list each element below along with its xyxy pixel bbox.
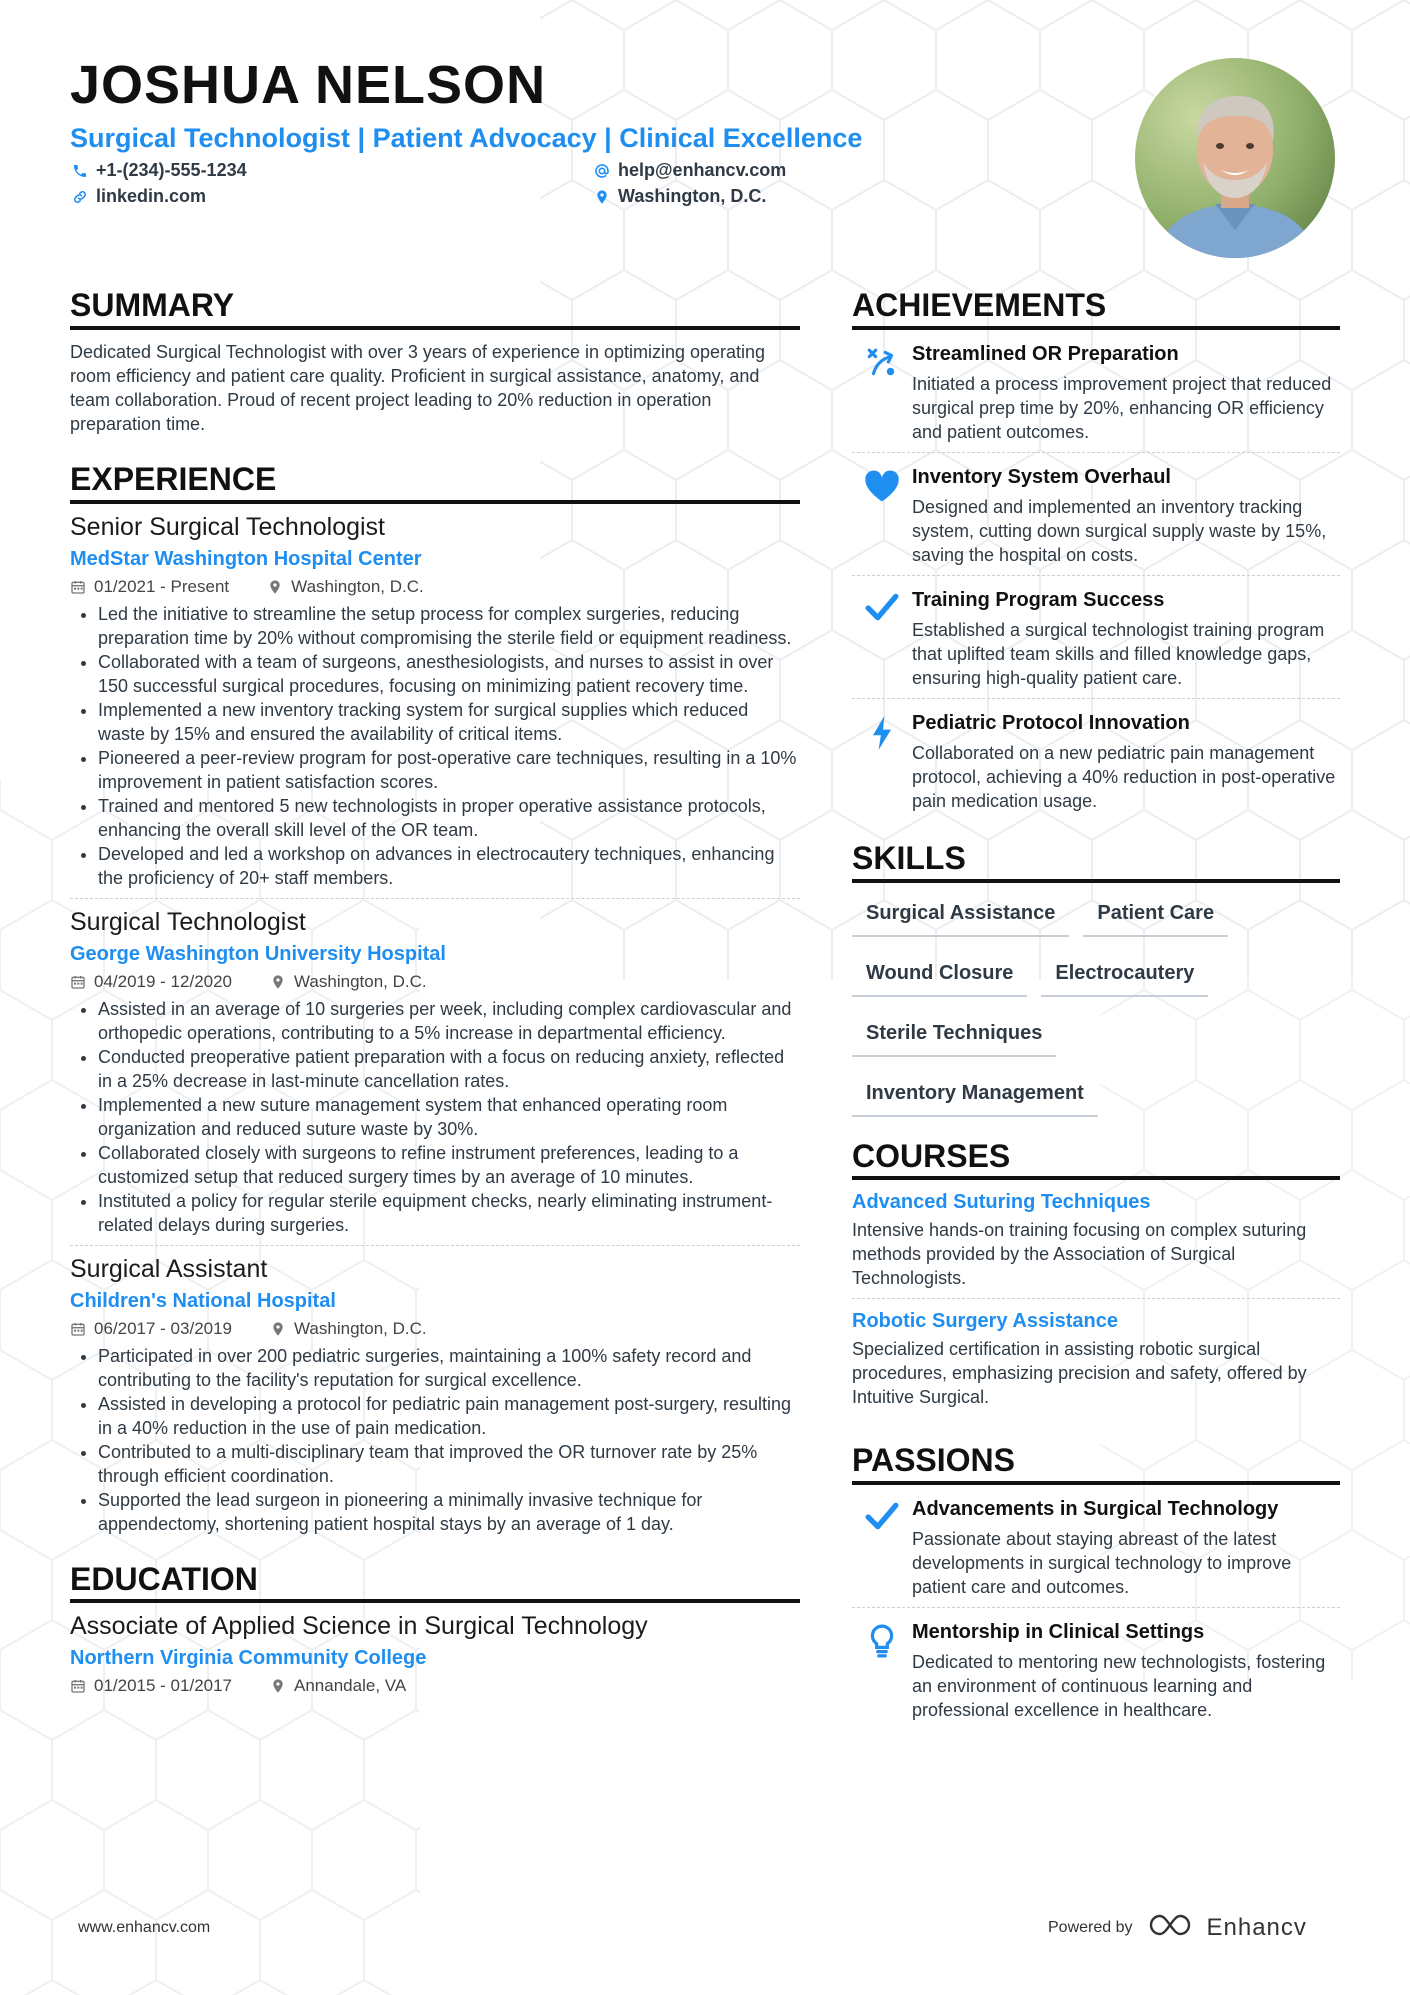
passion-item bbox=[852, 1485, 1340, 1607]
bullet-item: • Implemented a new suture management system that enhanced operating room organization and reduced suture waste by 30%. bbox=[98, 1093, 800, 1141]
phone-icon bbox=[72, 163, 88, 179]
achievement-item bbox=[852, 452, 1340, 575]
education-meta bbox=[70, 1673, 800, 1699]
job-title: Surgical Assistant bbox=[70, 1254, 268, 1283]
contact-email[interactable] bbox=[594, 160, 786, 181]
location-pin-icon bbox=[270, 1678, 286, 1694]
bullet-item: • Developed and led a workshop on advances in electrocautery techniques, enhancing the proficiency of 20+ staff members. bbox=[98, 842, 800, 890]
strategy-icon bbox=[852, 340, 912, 444]
skill-tag: Sterile Techniques bbox=[852, 1011, 1056, 1057]
company-name: MedStar Washington Hospital Center bbox=[70, 547, 422, 570]
powered-by-text: Powered by bbox=[1048, 1918, 1133, 1936]
location-pin-icon bbox=[270, 974, 286, 990]
job-meta bbox=[70, 574, 800, 600]
calendar-icon bbox=[70, 1678, 86, 1694]
job-bullets bbox=[70, 997, 800, 1237]
achievement-description: Initiated a process improvement project that reduced surgical prep time by 20%, enhancing OR efficiency and patient outcomes. bbox=[912, 373, 1332, 442]
experience-entry bbox=[70, 898, 800, 1237]
skill-tag: Patient Care bbox=[1083, 891, 1228, 937]
bullet-item: • Collaborated with a team of surgeons, anesthesiologists, and nurses to assist in over 150 successful surgical procedures, focusing on minimizing patient recovery time. bbox=[98, 650, 800, 698]
bullet-item: • Conducted preoperative patient preparation with a focus on reducing anxiety, reflected in a 25% decrease in last-minute cancellation rates. bbox=[98, 1045, 800, 1093]
lightbulb-icon bbox=[852, 1618, 912, 1722]
degree-title: Associate of Applied Science in Surgical Technology bbox=[70, 1612, 648, 1641]
check-icon bbox=[852, 586, 912, 690]
achievements-heading: ACHIEVEMENTS bbox=[852, 288, 1340, 330]
job-meta bbox=[70, 1316, 800, 1342]
course-description: Intensive hands-on training focusing on complex suturing methods provided by the Association of Surgical Technologists. bbox=[852, 1220, 1307, 1289]
footer-website[interactable]: www.enhancv.com bbox=[78, 1919, 211, 1936]
achievement-item bbox=[852, 575, 1340, 698]
passion-item bbox=[852, 1607, 1340, 1730]
achievement-description: Established a surgical technologist training program that uplifted team skills and filled knowledge gaps, ensuring high-quality patient care. bbox=[912, 619, 1325, 688]
skills-list bbox=[852, 883, 1340, 1131]
course-description: Specialized certification in assisting robotic surgical procedures, emphasizing precision and safety, offered by Intuitive Surgical. bbox=[852, 1339, 1307, 1408]
job-dates: 06/2017 - 03/2019 bbox=[94, 1318, 233, 1338]
company-name: Children's National Hospital bbox=[70, 1289, 336, 1312]
job-dates: 04/2019 - 12/2020 bbox=[94, 971, 233, 991]
profile-photo bbox=[1135, 58, 1335, 258]
location-pin-icon bbox=[270, 1321, 286, 1337]
bullet-item: • Led the initiative to streamline the setup process for complex surgeries, reducing preparation time by 20% without compromising the sterile field or equipment readiness. bbox=[98, 602, 800, 650]
summary-heading: SUMMARY bbox=[70, 288, 800, 330]
left-column bbox=[70, 288, 800, 1699]
enhancv-logo-icon bbox=[1147, 1912, 1193, 1943]
phone-text: +1-(234)-555-1234 bbox=[96, 160, 247, 180]
experience-entry bbox=[70, 504, 800, 890]
job-dates: 01/2021 - Present bbox=[94, 576, 230, 596]
education-dates: 01/2015 - 01/2017 bbox=[94, 1676, 233, 1696]
achievement-description: Designed and implemented an inventory tracking system, cutting down surgical supply waste by 15%, saving the hospital on costs. bbox=[912, 496, 1327, 565]
education-location: Annandale, VA bbox=[294, 1676, 407, 1696]
job-title: Surgical Technologist bbox=[70, 907, 306, 936]
bullet-item: • Instituted a policy for regular sterile equipment checks, nearly eliminating instrument-related delays during surgeries. bbox=[98, 1189, 800, 1237]
bullet-item: • Supported the lead surgeon in pioneering a minimally invasive technique for appendectomy, shortening patient hospital stays by an average of 1 day. bbox=[98, 1488, 800, 1536]
course-title: Advanced Suturing Techniques bbox=[852, 1191, 1151, 1214]
bullet-item: • Contributed to a multi-disciplinary team that improved the OR turnover rate by 25% through efficient coordination. bbox=[98, 1440, 800, 1488]
job-meta bbox=[70, 969, 800, 995]
company-name: George Washington University Hospital bbox=[70, 942, 446, 965]
course-item bbox=[852, 1298, 1340, 1417]
at-icon bbox=[594, 163, 610, 179]
job-location: Washington, D.C. bbox=[294, 971, 427, 991]
education-heading: EDUCATION bbox=[70, 1562, 800, 1604]
course-item bbox=[852, 1180, 1340, 1298]
bullet-item: • Pioneered a peer-review program for post-operative care techniques, resulting in a 10% improvement in patient satisfaction scores. bbox=[98, 746, 800, 794]
courses-heading: COURSES bbox=[852, 1139, 1340, 1181]
candidate-name: JOSHUA NELSON bbox=[70, 55, 547, 115]
email-text: help@enhancv.com bbox=[618, 160, 787, 180]
experience-heading: EXPERIENCE bbox=[70, 462, 800, 504]
skill-tag: Wound Closure bbox=[852, 951, 1027, 997]
job-bullets bbox=[70, 1344, 800, 1536]
achievement-title: Pediatric Protocol Innovation bbox=[912, 711, 1190, 734]
job-location: Washington, D.C. bbox=[294, 1318, 427, 1338]
location-text: Washington, D.C. bbox=[618, 186, 767, 206]
skill-tag: Surgical Assistance bbox=[852, 891, 1069, 937]
skill-tag: Inventory Management bbox=[852, 1071, 1098, 1117]
location-pin-icon bbox=[594, 189, 610, 205]
course-title: Robotic Surgery Assistance bbox=[852, 1310, 1119, 1333]
achievement-title: Inventory System Overhaul bbox=[912, 465, 1171, 488]
school-name: Northern Virginia Community College bbox=[70, 1647, 427, 1670]
link-icon bbox=[72, 189, 88, 205]
brand-name: Enhancv bbox=[1206, 1913, 1307, 1941]
check-icon bbox=[852, 1495, 912, 1599]
bullet-item: • Trained and mentored 5 new technologists in proper operative assistance protocols, enhancing the overall skill level of the OR team. bbox=[98, 794, 800, 842]
achievement-item bbox=[852, 698, 1340, 821]
achievement-title: Training Program Success bbox=[912, 588, 1165, 611]
bullet-item: • Assisted in developing a protocol for pediatric pain management post-surgery, resulting in a 40% reduction in the use of pain medication. bbox=[98, 1392, 800, 1440]
calendar-icon bbox=[70, 1321, 86, 1337]
job-bullets bbox=[70, 602, 800, 890]
achievement-item bbox=[852, 330, 1340, 452]
summary-text: Dedicated Surgical Technologist with over 3 years of experience in optimizing operating room efficiency and patient care quality. Proficient in surgical assistance, anatomy, and team collaboration. Proud of recent project leading to 20% reduction in operation preparation time. bbox=[70, 341, 766, 434]
linkedin-text: linkedin.com bbox=[96, 186, 207, 206]
location-pin-icon bbox=[267, 579, 283, 595]
bullet-item: • Participated in over 200 pediatric surgeries, maintaining a 100% safety record and contributing to the facility's reputation for surgical excellence. bbox=[98, 1344, 800, 1392]
skills-heading: SKILLS bbox=[852, 841, 1340, 883]
headline: Surgical Technologist | Patient Advocacy | Clinical Excellence bbox=[70, 123, 863, 153]
bullet-item: • Collaborated closely with surgeons to refine instrument preferences, leading to a customized setup that reduced surgery times by an average of 10 minutes. bbox=[98, 1141, 800, 1189]
passion-title: Mentorship in Clinical Settings bbox=[912, 1621, 1205, 1644]
job-title: Senior Surgical Technologist bbox=[70, 512, 386, 541]
contact-phone[interactable] bbox=[72, 160, 247, 181]
bullet-item: • Assisted in an average of 10 surgeries per week, including complex cardiovascular and orthopedic operations, contributing to a 5% increase in departmental efficiency. bbox=[98, 997, 800, 1045]
passion-title: Advancements in Surgical Technology bbox=[912, 1498, 1279, 1521]
right-column bbox=[852, 288, 1340, 1730]
footer-powered-by bbox=[1048, 1912, 1307, 1943]
job-location: Washington, D.C. bbox=[291, 576, 424, 596]
contact-linkedin[interactable] bbox=[72, 186, 206, 207]
passion-description: Passionate about staying abreast of the latest developments in surgical technology to improve patient care and outcomes. bbox=[912, 1529, 1292, 1598]
achievement-title: Streamlined OR Preparation bbox=[912, 342, 1179, 365]
achievement-description: Collaborated on a new pediatric pain management protocol, achieving a 40% reduction in post-operative pain medication usage. bbox=[912, 742, 1336, 811]
calendar-icon bbox=[70, 579, 86, 595]
lightning-icon bbox=[852, 709, 912, 813]
skill-tag: Electrocautery bbox=[1041, 951, 1208, 997]
passions-heading: PASSIONS bbox=[852, 1443, 1340, 1485]
contact-location bbox=[594, 186, 766, 207]
passion-description: Dedicated to mentoring new technologists, fostering an environment of continuous learning and professional excellence in healthcare. bbox=[912, 1652, 1326, 1721]
heart-icon bbox=[852, 463, 912, 567]
calendar-icon bbox=[70, 974, 86, 990]
experience-entry bbox=[70, 1245, 800, 1536]
bullet-item: • Implemented a new inventory tracking system for surgical supplies which reduced waste by 15% and ensured the availability of critical items. bbox=[98, 698, 800, 746]
